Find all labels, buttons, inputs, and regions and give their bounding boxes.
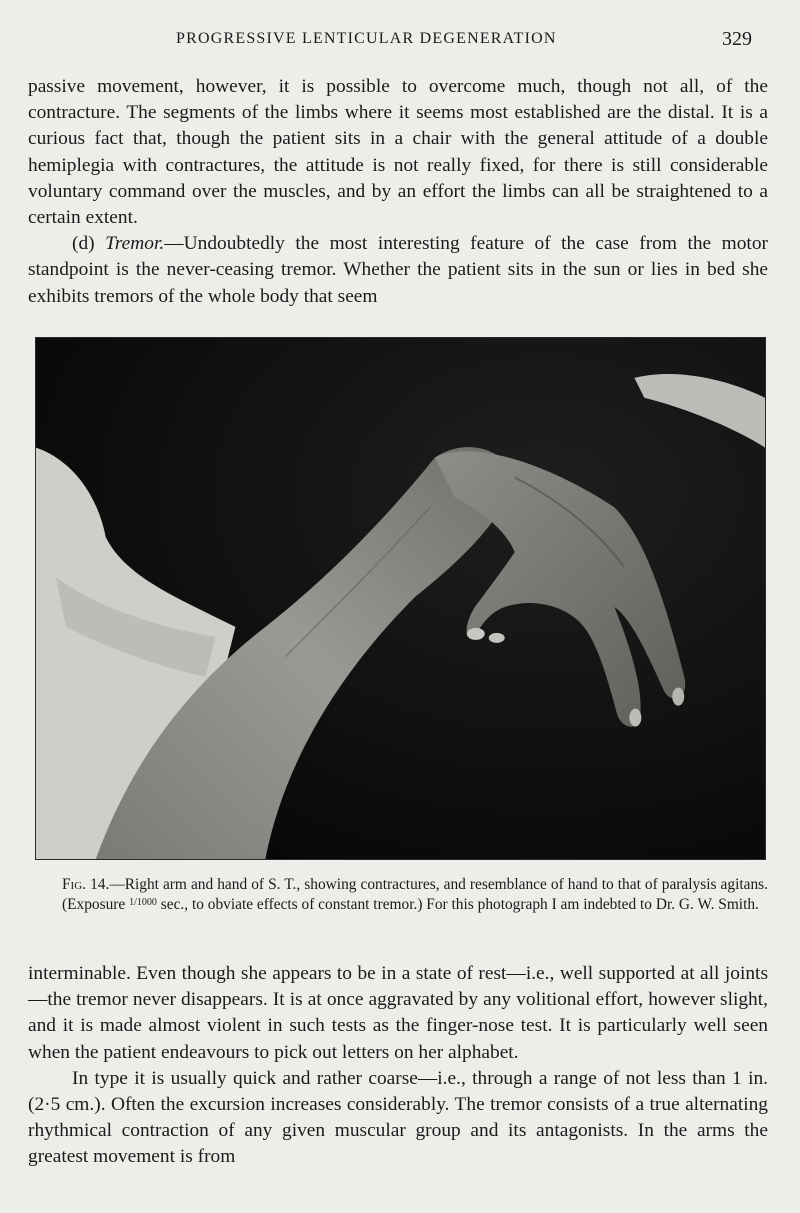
section-label: (d) (72, 233, 95, 255)
paragraph-interminable: interminable. Even though she appears to be in a state of rest—i.e., well supported at all joints—the tremor never disappears. It is at once aggravated by any volitional effort, however slight, and it is made almost violent in such tests as the finger-nose test. It is particularly well seen when the patient endeavours to pick out letters on her alphabet. (28, 963, 768, 1063)
paragraph-tremor (28, 231, 768, 310)
body-text-bottom (28, 961, 768, 1171)
arm-photograph-image (36, 338, 765, 859)
body-text-top (28, 74, 768, 310)
figure-caption (62, 876, 768, 914)
exposure-fraction: 1/1000 (129, 897, 157, 908)
paragraph-type: In type it is usually quick and rather coarse—i.e., through a range of not less than 1 in. (2·5 cm.). Often the excursion increases considerably. The tremor consists of a true alternating rhythmical contraction of any given muscular group and its antagonists. In the arms the greatest movement is from (28, 1067, 768, 1168)
running-head: PROGRESSIVE LENTICULAR DEGENERATION (176, 30, 557, 47)
page-header (0, 28, 800, 54)
page-number: 329 (722, 28, 752, 50)
figure-label: Fig. 14. (62, 876, 110, 893)
caption-text-1: —Right arm and hand of S. T., showing contractures, and resemblance of hand to that of paralysis agitans. (Exposure (62, 876, 768, 913)
caption-text-2: sec., to obviate effects of constant tremor.) For this photograph I am indebted to Dr. G. W. Smith. (160, 896, 759, 913)
paragraph-contracture: passive movement, however, it is possible to overcome much, though not all, of the contracture. The segments of the limbs where it seems most established are the distal. It is a curious fact that, though the patient sits in a chair with the general attitude of a double hemiplegia with contractures, the attitude is not really fixed, for there is still considerable voluntary command over the muscles, and by an effort the limbs can all be straightened to a certain extent. (28, 76, 768, 229)
paragraph-tremor-text: —Undoubtedly the most interesting feature of the case from the motor standpoint is the never-ceasing tremor. Whether the patient sits in the sun or lies in bed she exhibits tremors of the whole body that seem (28, 233, 768, 307)
section-heading: Tremor. (105, 233, 165, 255)
figure-photograph (35, 337, 766, 860)
